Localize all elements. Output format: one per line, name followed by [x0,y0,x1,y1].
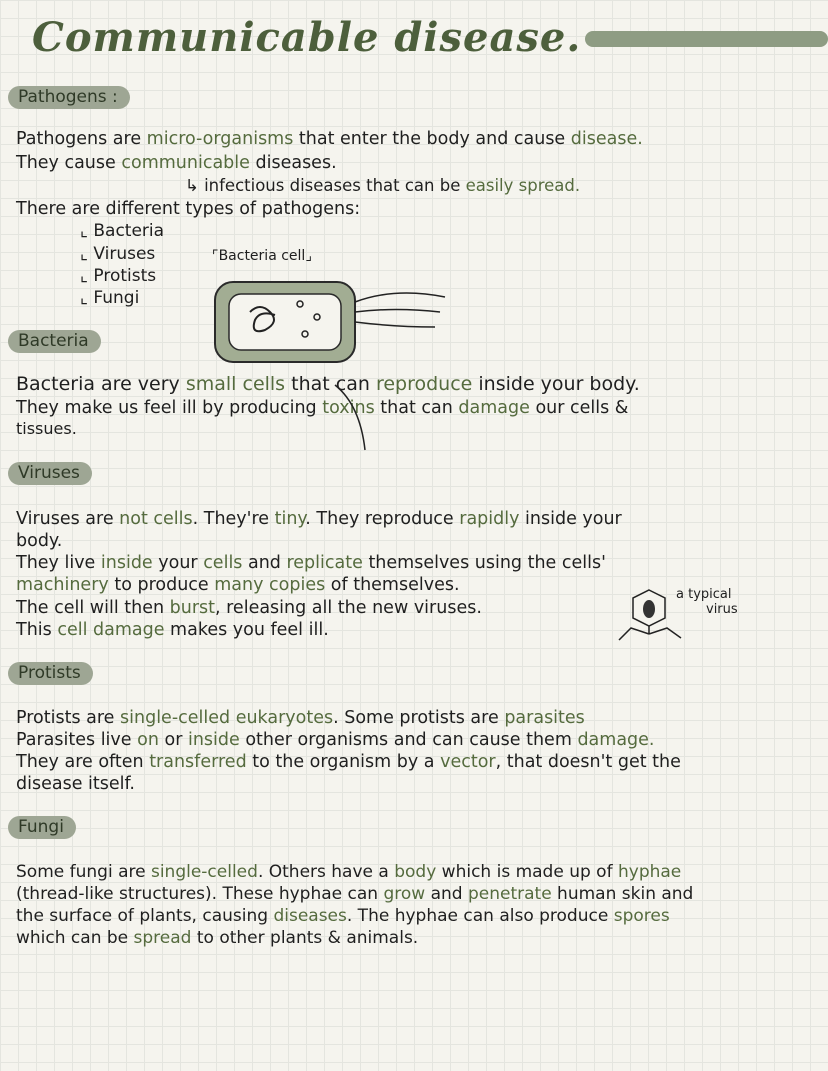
title-underline-bar [585,31,828,47]
protists-heading: Protists [8,662,93,685]
pathogens-line-1: Pathogens are micro-organisms that enter the body and cause disease. [16,129,643,149]
pathogen-type-viruses: ⌞ Viruses [80,244,156,264]
protists-line-3: They are often transferred to the organism by a vector, that doesn't get the [16,752,681,772]
fungi-line-1: Some fungi are single-celled. Others have a body which is made up of hyphae [16,862,682,882]
viruses-line-3: They live inside your cells and replicate themselves using the cells' [16,553,606,573]
protists-line-4: disease itself. [16,774,135,794]
viruses-line-6: This cell damage makes you feel ill. [16,620,329,640]
pathogens-line-2: They cause communicable diseases. [16,153,337,173]
viruses-line-4: machinery to produce many copies of themselves. [16,575,460,595]
virus-label-2: virus [706,602,738,617]
bacteria-cell-label: ⌜Bacteria cell⌟ [212,248,312,264]
bacteria-line-3: tissues. [16,419,77,438]
bacteria-line-1: Bacteria are very small cells that can reproduce inside your body. [16,373,640,395]
page-title: Communicable disease. [32,14,582,61]
virus-label-1: a typical [676,587,732,602]
bacteria-cell-drawing [205,272,455,372]
pathogens-line-4: There are different types of pathogens: [16,199,361,219]
bacteria-line-2: They make us feel ill by producing toxins that can damage our cells & [16,398,629,418]
pathogens-heading: Pathogens : [8,86,130,109]
viruses-heading: Viruses [8,462,92,485]
pathogens-line-3: ↳ infectious diseases that can be easily spread. [185,176,581,195]
pathogen-type-bacteria: ⌞ Bacteria [80,221,165,241]
bacteria-heading: Bacteria [8,330,101,353]
pathogen-type-protists: ⌞ Protists [80,266,157,286]
pathogen-type-fungi: ⌞ Fungi [80,288,140,308]
protists-line-1: Protists are single-celled eukaryotes. Some protists are parasites [16,708,585,728]
fungi-line-4: which can be spread to other plants & animals. [16,928,419,948]
protists-line-2: Parasites live on or inside other organisms and can cause them damage. [16,730,655,750]
viruses-line-5: The cell will then burst, releasing all the new viruses. [16,598,482,618]
viruses-line-2: body. [16,531,63,551]
bacteria-arrow-line [330,380,390,455]
fungi-line-3: the surface of plants, causing diseases. The hyphae can also produce spores [16,906,670,926]
fungi-line-2: (thread-like structures). These hyphae can grow and penetrate human skin and [16,884,694,904]
fungi-heading: Fungi [8,816,76,839]
viruses-line-1: Viruses are not cells. They're tiny. They reproduce rapidly inside your [16,509,622,529]
